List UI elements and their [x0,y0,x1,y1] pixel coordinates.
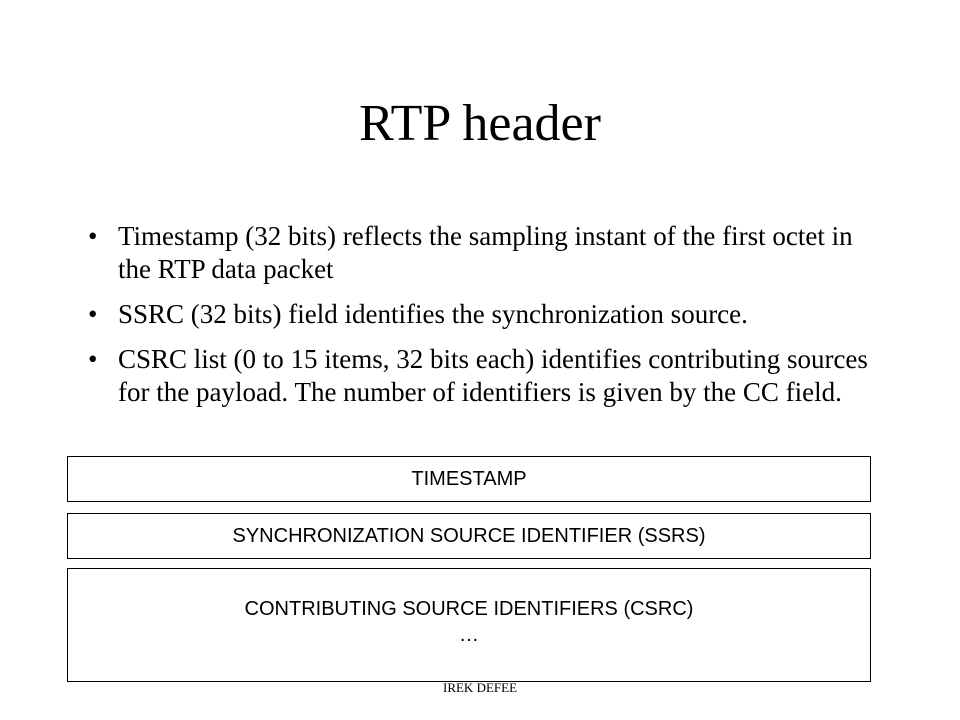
bullet-item-timestamp [88,220,888,286]
bullet-text: CSRC list (0 to 15 items, 32 bits each) identifies contributing sources for the payload. The number of identifiers is given by the CC field. [118,344,868,407]
bullet-dot-icon: • [88,221,98,251]
csrc-field-box [67,568,871,682]
bullet-dot-icon: • [88,344,98,374]
bullet-item-csrc [88,343,888,409]
timestamp-field-box: TIMESTAMP [67,456,871,502]
bullet-list [88,220,888,421]
csrc-ellipsis: … [459,624,479,646]
ssrc-field-box: SYNCHRONIZATION SOURCE IDENTIFIER (SSRS) [67,513,871,559]
csrc-field-label: CONTRIBUTING SOURCE IDENTIFIERS (CSRC) [244,598,694,620]
footer-author: IREK DEFEE [442,680,518,695]
bullet-text: SSRC (32 bits) field identifies the synchronization source. [118,299,748,329]
slide-title: RTP header [359,95,601,152]
bullet-dot-icon: • [88,299,98,329]
bullet-item-ssrc [88,298,888,331]
bullet-text: Timestamp (32 bits) reflects the sampling instant of the first octet in the RTP data packet [118,221,853,284]
